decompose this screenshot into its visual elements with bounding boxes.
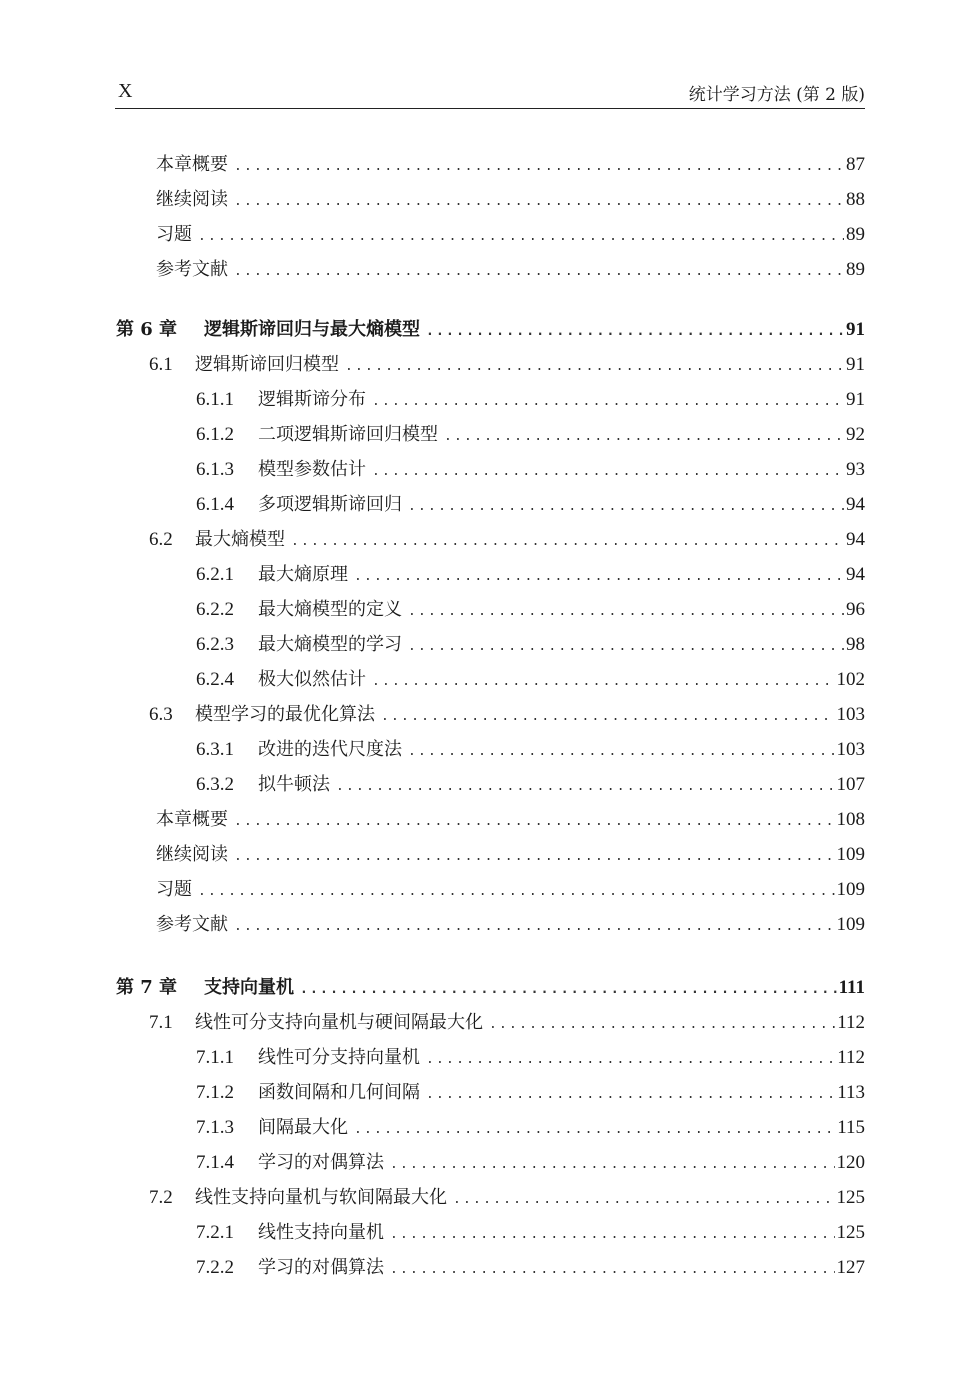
- toc-entry[interactable]: [196, 1043, 865, 1073]
- toc-entry[interactable]: [196, 1113, 865, 1143]
- toc-entry-page: 120: [836, 1152, 865, 1173]
- toc-entry-page: 109: [836, 879, 865, 900]
- toc-entry[interactable]: [196, 665, 865, 695]
- toc-entry-page: 91: [846, 354, 865, 375]
- dot-leader: [198, 222, 844, 252]
- toc-entry-page: 103: [836, 739, 865, 760]
- toc-entry-title: 习题: [156, 879, 192, 900]
- dot-leader: [390, 1150, 835, 1180]
- toc-entry-title: 逻辑斯谛回归与最大熵模型: [204, 319, 420, 340]
- toc-entry-title: 习题: [156, 224, 192, 245]
- toc-entry[interactable]: [156, 840, 865, 870]
- toc-entry-number: 6.2.2: [196, 599, 234, 620]
- toc-entry-number: 6.1: [149, 354, 173, 375]
- toc-entry-number: 第 7 章: [116, 977, 178, 998]
- dot-leader: [291, 527, 844, 557]
- toc-entry-title: 最大熵模型: [195, 529, 285, 550]
- running-header: [115, 80, 865, 109]
- toc-entry[interactable]: [149, 1183, 865, 1213]
- toc-entry-page: 111: [838, 977, 865, 998]
- toc-entry-page: 98: [846, 634, 865, 655]
- toc-entry-number: 6.1.2: [196, 424, 234, 445]
- toc-entry-number: 6.1.3: [196, 459, 234, 480]
- book-title: 统计学习方法 (第 2 版): [688, 85, 865, 105]
- dot-leader: [408, 597, 844, 627]
- dot-leader: [426, 1080, 835, 1110]
- toc-entry[interactable]: [149, 700, 865, 730]
- toc-entry-title: 多项逻辑斯谛回归: [258, 494, 402, 515]
- toc-entry-title: 极大似然估计: [258, 669, 366, 690]
- toc-entry-page: 89: [846, 224, 865, 245]
- toc-entry-title: 继续阅读: [156, 844, 228, 865]
- toc-entry[interactable]: [196, 1148, 865, 1178]
- toc-entry-number: 7.2.2: [196, 1257, 234, 1278]
- toc-entry-title: 参考文献: [156, 259, 228, 280]
- toc-entry-title: 学习的对偶算法: [258, 1152, 384, 1173]
- toc-entry-title: 拟牛顿法: [258, 774, 330, 795]
- toc-entry[interactable]: [149, 1008, 865, 1038]
- toc-entry-number: 6.1.1: [196, 389, 234, 410]
- toc-entry-title: 改进的迭代尺度法: [258, 739, 402, 760]
- toc-entry[interactable]: [116, 973, 865, 1003]
- dot-leader: [372, 457, 844, 487]
- toc-entry-number: 第 6 章: [116, 319, 178, 340]
- toc-entry-page: 107: [836, 774, 865, 795]
- page-number: X: [118, 80, 133, 102]
- toc-entry-title: 线性支持向量机: [258, 1222, 384, 1243]
- toc-entry-number: 7.1.4: [196, 1152, 234, 1173]
- toc-entry[interactable]: [196, 455, 865, 485]
- toc-entry[interactable]: [149, 525, 865, 555]
- toc-entry-page: 94: [846, 529, 865, 550]
- toc-entry[interactable]: [149, 350, 865, 380]
- toc-entry-title: 继续阅读: [156, 189, 228, 210]
- dot-leader: [390, 1220, 835, 1250]
- toc-entry-number: 6.2: [149, 529, 173, 550]
- dot-leader: [198, 877, 835, 907]
- toc-entry-page: 115: [837, 1117, 865, 1138]
- toc-entry[interactable]: [156, 255, 865, 285]
- toc-entry-page: 88: [846, 189, 865, 210]
- toc-entry-page: 93: [846, 459, 865, 480]
- toc-entry-page: 92: [846, 424, 865, 445]
- toc-entry-title: 二项逻辑斯谛回归模型: [258, 424, 438, 445]
- toc-entry-title: 间隔最大化: [258, 1117, 348, 1138]
- toc-entry-title: 线性可分支持向量机与硬间隔最大化: [195, 1012, 483, 1033]
- toc-entry-page: 109: [836, 914, 865, 935]
- toc-entry-title: 模型学习的最优化算法: [195, 704, 375, 725]
- dot-leader: [426, 1045, 835, 1075]
- toc-entry-page: 87: [846, 154, 865, 175]
- toc-entry-title: 本章概要: [156, 154, 228, 175]
- dot-leader: [234, 187, 844, 217]
- toc-entry-page: 127: [836, 1257, 865, 1278]
- toc-entry-title: 逻辑斯谛分布: [258, 389, 366, 410]
- toc-entry-title: 模型参数估计: [258, 459, 366, 480]
- toc-entry-page: 112: [837, 1012, 865, 1033]
- toc-entry-page: 94: [846, 564, 865, 585]
- toc-entry-title: 参考文献: [156, 914, 228, 935]
- dot-leader: [336, 772, 835, 802]
- toc-entry-title: 逻辑斯谛回归模型: [195, 354, 339, 375]
- toc-entry-number: 6.3: [149, 704, 173, 725]
- dot-leader: [444, 422, 844, 452]
- dot-leader: [234, 807, 835, 837]
- dot-leader: [234, 912, 835, 942]
- toc-entry-page: 125: [836, 1222, 865, 1243]
- toc-entry-page: 125: [836, 1187, 865, 1208]
- toc-entry-page: 109: [836, 844, 865, 865]
- toc-entry-page: 102: [836, 669, 865, 690]
- toc-entry-title: 线性支持向量机与软间隔最大化: [195, 1187, 447, 1208]
- toc-entry-page: 94: [846, 494, 865, 515]
- dot-leader: [408, 737, 835, 767]
- toc-entry-page: 112: [837, 1047, 865, 1068]
- dot-leader: [354, 562, 844, 592]
- toc-entry-page: 89: [846, 259, 865, 280]
- toc-entry-number: 6.3.1: [196, 739, 234, 760]
- toc-entry[interactable]: [156, 805, 865, 835]
- toc-entry-page: 108: [836, 809, 865, 830]
- toc-entry-title: 学习的对偶算法: [258, 1257, 384, 1278]
- toc-entry-number: 7.1.1: [196, 1047, 234, 1068]
- dot-leader: [234, 257, 844, 287]
- dot-leader: [426, 317, 844, 347]
- toc-entry-number: 6.2.1: [196, 564, 234, 585]
- dot-leader: [345, 352, 844, 382]
- toc-entry[interactable]: [156, 185, 865, 215]
- dot-leader: [300, 975, 837, 1005]
- toc-entry-title: 函数间隔和几何间隔: [258, 1082, 420, 1103]
- toc-entry-number: 6.3.2: [196, 774, 234, 795]
- toc-entry-number: 6.2.4: [196, 669, 234, 690]
- dot-leader: [381, 702, 835, 732]
- toc-entry-page: 91: [846, 319, 865, 340]
- toc-entry[interactable]: [196, 560, 865, 590]
- toc-entry-title: 本章概要: [156, 809, 228, 830]
- dot-leader: [408, 492, 844, 522]
- toc-entry[interactable]: [196, 630, 865, 660]
- toc-entry-title: 最大熵模型的学习: [258, 634, 402, 655]
- toc-entry[interactable]: [196, 735, 865, 765]
- dot-leader: [234, 842, 835, 872]
- toc-entry-number: 7.2: [149, 1187, 173, 1208]
- toc-entry-number: 7.1.2: [196, 1082, 234, 1103]
- toc-entry[interactable]: [156, 220, 865, 250]
- dot-leader: [390, 1255, 835, 1285]
- toc-entry[interactable]: [196, 1078, 865, 1108]
- toc-entry-page: 103: [836, 704, 865, 725]
- toc-entry[interactable]: [196, 1218, 865, 1248]
- dot-leader: [354, 1115, 835, 1145]
- toc-entry[interactable]: [196, 770, 865, 800]
- toc-entry[interactable]: [196, 385, 865, 415]
- toc-entry[interactable]: [156, 875, 865, 905]
- toc-entry[interactable]: [196, 420, 865, 450]
- toc-entry-title: 线性可分支持向量机: [258, 1047, 420, 1068]
- dot-leader: [489, 1010, 835, 1040]
- toc-entry-number: 6.1.4: [196, 494, 234, 515]
- dot-leader: [372, 387, 844, 417]
- dot-leader: [453, 1185, 835, 1215]
- toc-entry-page: 91: [846, 389, 865, 410]
- toc-entry-title: 最大熵原理: [258, 564, 348, 585]
- dot-leader: [234, 152, 844, 182]
- toc-entry[interactable]: [196, 490, 865, 520]
- toc-entry-number: 7.2.1: [196, 1222, 234, 1243]
- toc-entry-page: 96: [846, 599, 865, 620]
- toc-entry-number: 7.1.3: [196, 1117, 234, 1138]
- toc-entry-page: 113: [837, 1082, 865, 1103]
- toc-entry-number: 6.2.3: [196, 634, 234, 655]
- toc-entry-title: 最大熵模型的定义: [258, 599, 402, 620]
- toc-entry[interactable]: [156, 150, 865, 180]
- toc-entry[interactable]: [196, 595, 865, 625]
- toc-entry-number: 7.1: [149, 1012, 173, 1033]
- dot-leader: [408, 632, 844, 662]
- toc-entry[interactable]: [196, 1253, 865, 1283]
- toc-entry-title: 支持向量机: [204, 977, 294, 998]
- dot-leader: [372, 667, 835, 697]
- toc-entry[interactable]: [156, 910, 865, 940]
- toc-entry[interactable]: [116, 315, 865, 345]
